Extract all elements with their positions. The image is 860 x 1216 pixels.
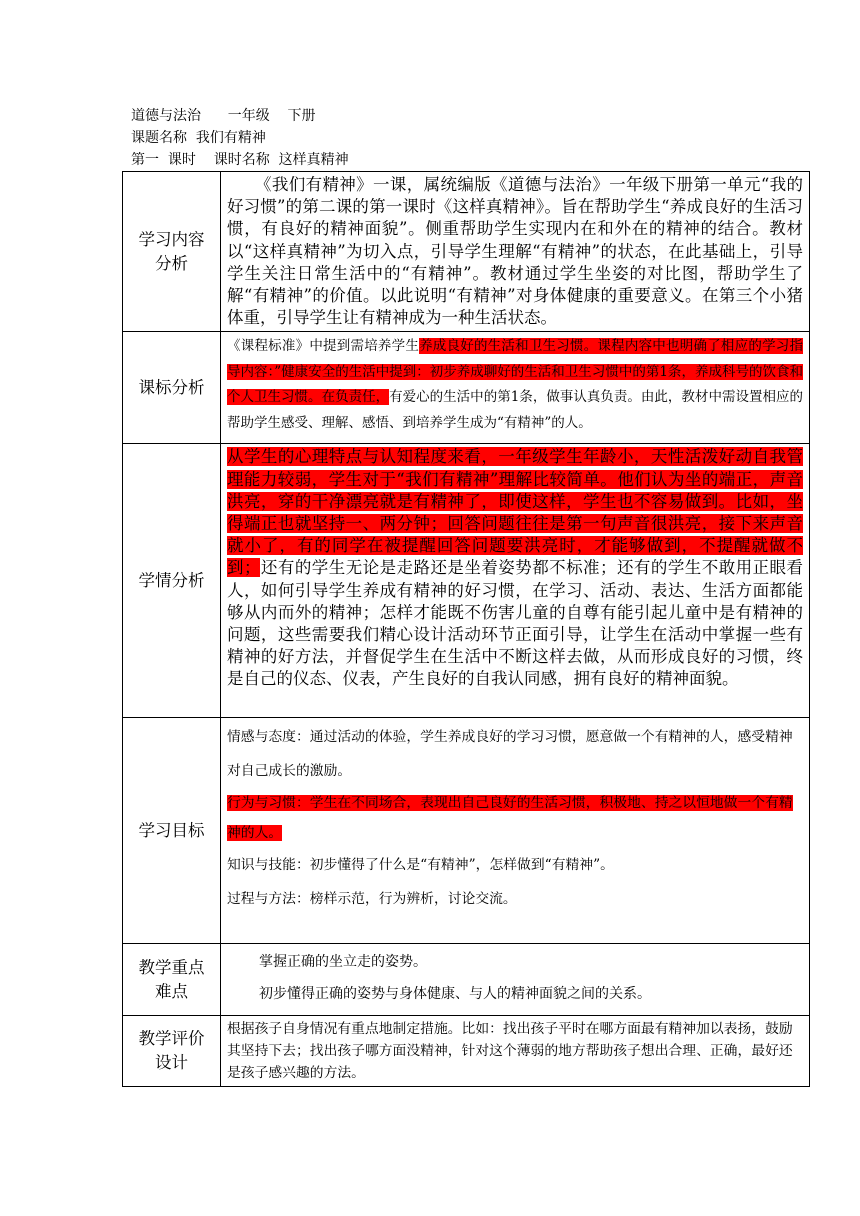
- goal-emotion: 情感与态度：通过活动的体验，学生养成良好的学习习惯，愿意做一个有精神的人，感受精神对自己成长的激励。: [227, 729, 793, 780]
- learner-plain-part: 还有的学生无论是走路还是坐着姿势都不标准；还有的学生不敢用正眼看人，如何引导学生养成有精神的好习惯，在学习、活动、表达、生活方面都能够从内而外的精神；怎样才能既不伤害儿童的自尊有能引起儿童中是有精神的问题，这些需要我们精心设计活动环节正面引导，让学生在活动中掌握一些有精神的好方法，并督促学生在生活中不断这样去做，从而形成良好的习惯，终是自己的仪态、仪表，产生良好的自我认同感，拥有良好的精神面貌。: [227, 558, 804, 689]
- label-evaluation-line2: 设计: [155, 1053, 188, 1073]
- goal-behavior-highlight: 行为与习惯：学生在不同场合，表现出自己良好的生活习惯，积极地、持之以恒地做一个有精神的人。: [227, 795, 793, 842]
- label-evaluation-line1: 教学评价: [138, 1029, 205, 1049]
- goal-behavior: [227, 788, 803, 848]
- evaluation-paragraph: 根据孩子自身情况有重点地制定措施。比如：找出孩子平时在哪方面最有精神加以表扬，鼓励其坚持下去；找出孩子哪方面没精神，针对这个薄弱的地方帮助孩子想出合理、正确，最好还是孩子感兴趣的方法。: [227, 1021, 793, 1082]
- row-learner-analysis: [123, 444, 810, 718]
- standard-analysis-text: [221, 332, 810, 444]
- key-point-1: 掌握正确的坐立走的姿势。: [259, 954, 427, 971]
- label-evaluation: [123, 1016, 221, 1087]
- label-learner-analysis: 学情分析: [123, 444, 221, 718]
- row-learning-goals: [123, 718, 810, 944]
- learning-goals-list: [221, 718, 810, 944]
- content-analysis-text: [221, 172, 810, 332]
- header-subject-grade: 道德与法治 一年级 下册: [131, 108, 316, 124]
- learner-analysis-text: [221, 444, 810, 718]
- goal-knowledge: 知识与技能：初步懂得了什么是“有精神”，怎样做到“有精神”。: [227, 857, 614, 874]
- label-content-analysis-line2: 分析: [155, 253, 188, 273]
- row-standard-analysis: [123, 332, 810, 444]
- learner-analysis-paragraph: [227, 446, 803, 690]
- lesson-plan-table: [122, 171, 810, 1087]
- content-analysis-paragraph: 《我们有精神》一课，属统编版《道德与法治》一年级下册第一单元“我的好习惯”的第二课的第一课时《这样真精神》。旨在帮助学生“养成良好的生活习惯，有良好的精神面貌”。侧重帮助学生实现内在和外在的精神的结合。教材以“这样真精神”为切入点，引导学生理解“有精神”的状态，在此基础上，引导学生关注日常生活中的“有精神”。教材通过学生坐姿的对比图，帮助学生了解“有精神”的价值。以此说明“有精神”对身体健康的重要意义。在第三个小猪体重，引导学生让有精神成为一种生活状态。: [227, 175, 803, 328]
- row-key-points: [123, 944, 810, 1016]
- row-content-analysis: [123, 172, 810, 332]
- key-point-2: 初步懂得正确的姿势与身体健康、与人的精神面貌之间的关系。: [259, 986, 651, 1003]
- key-points-list: [221, 944, 810, 1016]
- header-period-title: 第一 课时 课时名称 这样真精神: [131, 152, 349, 168]
- standard-plain-part2: 有爱心的生活中的第1条，做事认真负责。由此，教材中需设置相应的帮助学生感受、理解、感悟、到培养学生成为“有精神”的人。: [227, 389, 804, 431]
- standard-plain-part1: 《课程标准》中提到需培养学生: [227, 338, 420, 355]
- evaluation-text: [221, 1016, 810, 1087]
- goal-process: 过程与方法：榜样示范，行为辨析，讨论交流。: [227, 891, 517, 908]
- row-evaluation: [123, 1016, 810, 1087]
- label-content-analysis-line1: 学习内容: [138, 229, 205, 249]
- label-content-analysis: [123, 172, 221, 332]
- label-key-points-line2: 难点: [155, 981, 188, 1001]
- header-lesson-title: 课题名称 我们有精神: [131, 130, 266, 146]
- standard-highlight-part: 养成良好的生活和卫生习惯。课程内容中也明确了相应的学习指导内容：”健康安全的生活中提到：初步养成聊好的生活和卫生习惯中的第1条，养成科号的饮食和个人卫生习惯。在负责任，: [227, 338, 804, 406]
- label-learning-goals: 学习目标: [123, 718, 221, 944]
- standard-analysis-paragraph: [227, 334, 803, 436]
- label-key-points: [123, 944, 221, 1016]
- label-key-points-line1: 教学重点: [138, 957, 205, 977]
- learner-highlight-part: 从学生的心理特点与认知程度来看，一年级学生年龄小，天性活泼好动自我管理能力较弱，学生对于“我们有精神”理解比较简单。他们认为坐的端正，声音洪亮，穿的干净漂亮就是有精神了，即使这样，学生也不容易做到。比如，坐得端正也就坚持一、两分钟；回答问题往往是第一句声音很洪亮，接下来声音就小了，有的同学在被提醒回答问题要洪亮时，才能够做到，不提醒就做不到；: [227, 447, 803, 578]
- label-standard-analysis: 课标分析: [123, 332, 221, 444]
